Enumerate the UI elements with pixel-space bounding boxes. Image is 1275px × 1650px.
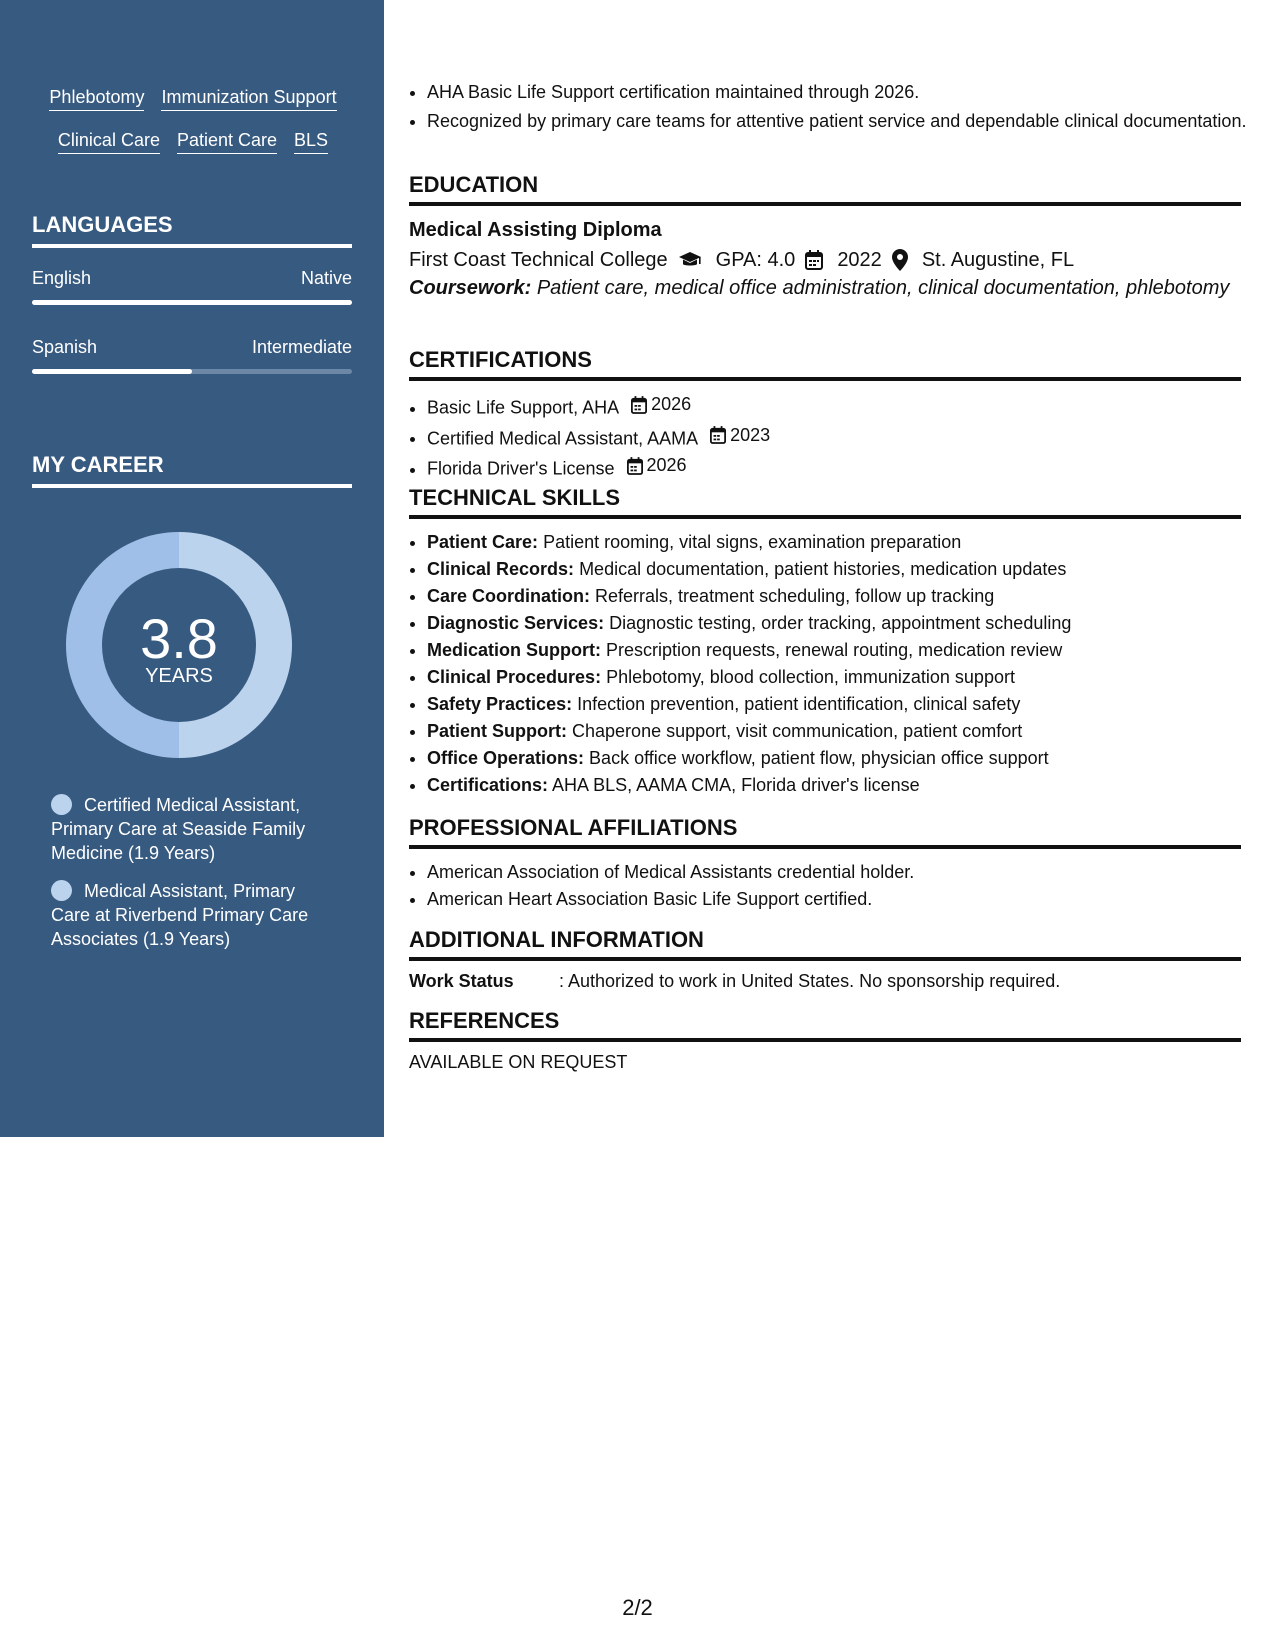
calendar-icon [710, 426, 726, 444]
skill-item [427, 637, 1241, 664]
skill-label: Clinical Procedures: [427, 667, 602, 687]
education-section [409, 172, 1241, 301]
coursework [409, 276, 1241, 301]
affiliations-heading: PROFESSIONAL AFFILIATIONS [409, 815, 1241, 849]
graduation-cap-icon [678, 251, 702, 269]
certification-item [427, 422, 1241, 453]
certifications-section [409, 347, 1241, 483]
certification-year: 2026 [651, 394, 692, 414]
career-item-text: Certified Medical Assistant, Primary Care at Seaside Family Medicine (1.9 Years) [51, 795, 306, 863]
graduation-year: 2022 [837, 249, 882, 271]
certification-item [427, 452, 1241, 483]
education-heading: EDUCATION [409, 172, 1241, 206]
skill-item [427, 529, 1241, 556]
skill-item [427, 772, 1241, 799]
skill-item [427, 664, 1241, 691]
skill-text: Patient rooming, vital signs, examination preparation [543, 532, 962, 552]
additional-info-heading: ADDITIONAL INFORMATION [409, 927, 1241, 961]
language-name: Spanish [32, 337, 98, 357]
calendar-icon [805, 250, 823, 270]
technical-skills-section [409, 485, 1241, 799]
skill-tag-clinical-care[interactable]: Clinical Care [58, 129, 160, 154]
skill-text: Medical documentation, patient histories, medication updates [579, 559, 1067, 579]
career-total: 3.8 [140, 607, 218, 670]
skill-item [427, 583, 1241, 610]
skill-label: Certifications: [427, 775, 549, 795]
skill-label: Patient Care: [427, 532, 539, 552]
language-bar-english [32, 300, 352, 305]
skill-item [427, 691, 1241, 718]
technical-skills-heading: TECHNICAL SKILLS [409, 485, 1241, 519]
summary-bullet: • Recognized by primary care teams for attentive patient service and dependable clinical documentation. [427, 108, 1259, 135]
calendar-icon [627, 457, 643, 475]
skill-text: Chaperone support, visit communication, patient comfort [572, 721, 1023, 741]
language-name: English [32, 268, 92, 288]
skill-tag-bls[interactable]: BLS [294, 129, 328, 154]
location-pin-icon [892, 249, 908, 271]
language-level: Intermediate [251, 337, 352, 357]
references-heading: REFERENCES [409, 1008, 1241, 1042]
skill-tag-immunization-support[interactable]: Immunization Support [161, 86, 336, 111]
affiliations-list [409, 859, 1241, 913]
degree-title: Medical Assisting Diploma [409, 219, 662, 241]
language-row-english [32, 268, 352, 289]
references-section [409, 1008, 1241, 1073]
certification-year: 2023 [730, 424, 771, 445]
technical-skills-list [409, 529, 1241, 799]
skill-label: Patient Support: [427, 721, 567, 741]
career-unit: YEARS [145, 665, 213, 687]
skill-label: Safety Practices: [427, 694, 573, 714]
work-status-label: Work Status [409, 971, 514, 991]
skill-label: Office Operations: [427, 748, 585, 768]
skill-item [427, 745, 1241, 772]
career-list [51, 793, 331, 965]
certification-name: Basic Life Support, AHA [427, 397, 620, 418]
language-bar-fill [32, 369, 192, 374]
skill-label: Care Coordination: [427, 586, 591, 606]
skill-text: Diagnostic testing, order tracking, appointment scheduling [609, 613, 1072, 633]
certification-name: Certified Medical Assistant, AAMA [427, 428, 699, 448]
skill-text: Back office workflow, patient flow, physician office support [589, 748, 1049, 768]
school-location: St. Augustine, FL [921, 249, 1075, 271]
coursework-label: Coursework: [409, 277, 532, 299]
career-donut-chart [66, 532, 292, 758]
skill-text: Infection prevention, patient identification, clinical safety [577, 694, 1021, 714]
work-status-row [409, 971, 1241, 992]
school-name: First Coast Technical College [409, 249, 668, 271]
skill-text: Prescription requests, renewal routing, medication review [606, 640, 1063, 660]
summary-bullet: • AHA Basic Life Support certification maintained through 2026. [427, 79, 1259, 106]
language-level: Native [300, 268, 352, 288]
career-heading: MY CAREER [32, 452, 352, 488]
certification-year: 2026 [646, 455, 687, 475]
skill-label: Medication Support: [427, 640, 601, 660]
skill-text: Phlebotomy, blood collection, immunization support [606, 667, 1015, 687]
skill-item [427, 610, 1241, 637]
sidebar [0, 0, 384, 1137]
education-meta [409, 244, 1241, 276]
certifications-list [409, 391, 1241, 483]
career-dot-icon [51, 880, 72, 901]
skill-tag-phlebotomy[interactable]: Phlebotomy [49, 86, 144, 111]
career-dot-icon [51, 794, 72, 815]
affiliations-section [409, 815, 1241, 913]
page-number: 2/2 [622, 1595, 653, 1620]
language-bar-fill [32, 300, 352, 305]
language-row-spanish [32, 337, 352, 358]
skill-label: Clinical Records: [427, 559, 575, 579]
certification-item [427, 391, 1241, 422]
language-bar-spanish [32, 369, 352, 374]
certification-name: Florida Driver's License [427, 458, 615, 479]
career-item-text: Medical Assistant, Primary Care at Riverbend Primary Care Associates (1.9 Years) [51, 881, 309, 949]
affiliation-item: • American Association of Medical Assistants credential holder. [427, 859, 1241, 886]
skill-text: Referrals, treatment scheduling, follow up tracking [595, 586, 995, 606]
skill-tag-patient-care[interactable]: Patient Care [177, 129, 277, 154]
references-text: AVAILABLE ON REQUEST [409, 1052, 628, 1072]
coursework-text: Patient care, medical office administration, clinical documentation, phlebotomy [536, 277, 1230, 299]
summary-bullets [409, 79, 1259, 137]
career-item [51, 793, 331, 865]
affiliation-item: • American Heart Association Basic Life Support certified. [427, 886, 1241, 913]
skill-text: AHA BLS, AAMA CMA, Florida driver's license [552, 775, 920, 795]
skill-item [427, 556, 1241, 583]
gpa: GPA: 4.0 [715, 249, 796, 271]
calendar-icon [631, 396, 647, 414]
work-status-value: : Authorized to work in United States. No sponsorship required. [559, 971, 1061, 991]
certifications-heading: CERTIFICATIONS [409, 347, 1241, 381]
additional-info-section [409, 927, 1241, 992]
skill-tags [18, 86, 368, 154]
languages-heading: LANGUAGES [32, 212, 352, 248]
career-item [51, 879, 331, 951]
skill-item [427, 718, 1241, 745]
skill-label: Diagnostic Services: [427, 613, 605, 633]
